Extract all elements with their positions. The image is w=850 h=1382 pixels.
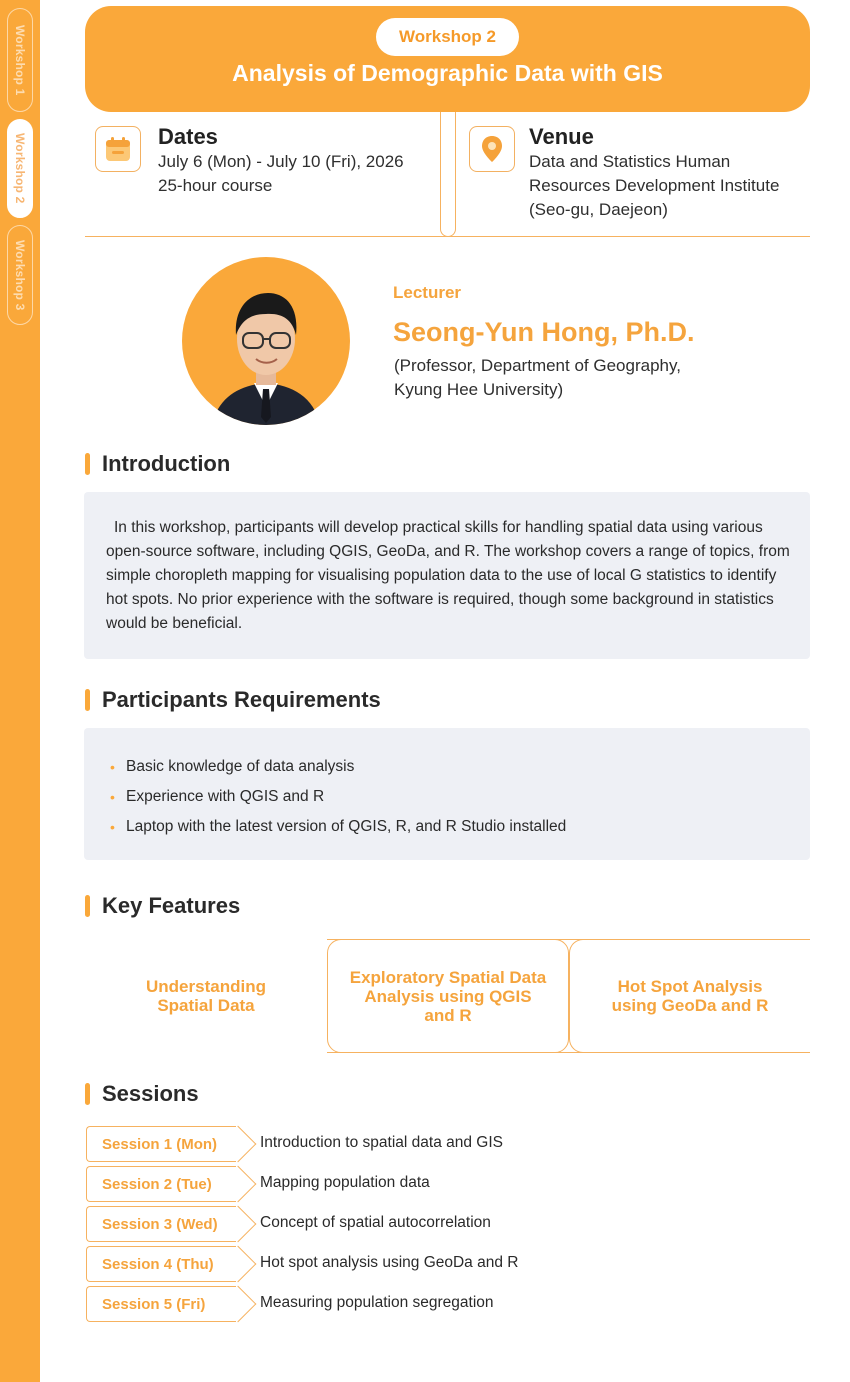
info-column-divider: [440, 112, 456, 237]
session-1-topic: Introduction to spatial data and GIS: [260, 1134, 503, 1151]
list-item: • Experience with QGIS and R: [110, 782, 566, 812]
requirements-title: Participants Requirements: [102, 687, 381, 712]
introduction-text: In this workshop, participants will develop practical skills for handling spatial data using various open-source software, including QGIS, GeoDa, and R. The workshop covers a range of topics, from simple choropleth mapping for visualising population data to the use of local G statistics to identify hot spots. No prior experience with the software is required, though some background in statistics would be beneficial.: [106, 519, 790, 632]
session-4-tag: Session 4 (Thu): [86, 1246, 236, 1282]
lecturer-affiliation: [394, 354, 681, 402]
feature-2-line-3: and R: [424, 1005, 472, 1025]
tab-workshop-1-label: Workshop 1: [13, 24, 27, 96]
tab-workshop-2[interactable]: [7, 119, 33, 218]
requirements-panel: [84, 728, 810, 860]
heading-accent-bar: [85, 689, 90, 711]
session-5-topic: Measuring population segregation: [260, 1294, 494, 1311]
venue-line-2: Resources Development Institute: [529, 176, 780, 195]
heading-accent-bar: [85, 1083, 90, 1105]
session-5-tag: Session 5 (Fri): [86, 1286, 236, 1322]
heading-accent-bar: [85, 453, 90, 475]
feature-3-line-1: Hot Spot Analysis: [617, 977, 763, 996]
venue-line-1: Data and Statistics Human: [529, 152, 731, 171]
features-title: Key Features: [102, 893, 241, 918]
dates-label: Dates: [158, 124, 218, 149]
session-2-topic: Mapping population data: [260, 1174, 430, 1191]
feature-3-line-2: using GeoDa and R: [611, 996, 769, 1015]
feature-card-2: [327, 939, 569, 1053]
requirements-list: [110, 752, 566, 842]
feature-1-line-2: Spatial Data: [157, 996, 255, 1015]
lecturer-name: Seong-Yun Hong, Ph.D.: [393, 317, 695, 347]
workshop-badge: Workshop 2: [376, 18, 519, 56]
venue-label: Venue: [529, 124, 594, 149]
list-item: • Basic knowledge of data analysis: [110, 752, 566, 782]
header-banner: [85, 6, 810, 112]
course-hours: 25-hour course: [158, 176, 273, 195]
requirements-heading: [85, 688, 381, 712]
affiliation-line-2: Kyung Hee University): [394, 380, 564, 399]
session-1-tag: Session 1 (Mon): [86, 1126, 236, 1162]
sessions-title: Sessions: [102, 1081, 199, 1106]
dates-value: July 6 (Mon) - July 10 (Fri), 2026: [158, 152, 404, 171]
workshop-nav-rail: [0, 0, 40, 1382]
key-features: [85, 939, 810, 1053]
features-heading: [85, 894, 240, 918]
introduction-panel: [84, 492, 810, 659]
session-3-topic: Concept of spatial autocorrelation: [260, 1214, 491, 1231]
list-item: • Laptop with the latest version of QGIS, R, and R Studio installed: [110, 812, 566, 842]
feature-card-3: [569, 939, 810, 1053]
lecturer-label: Lecturer: [393, 283, 462, 302]
feature-2-line-2: Analysis using QGIS: [364, 986, 532, 1006]
calendar-icon: [95, 126, 141, 172]
session-3-tag: Session 3 (Wed): [86, 1206, 236, 1242]
info-section: [85, 112, 810, 237]
sessions-heading: [85, 1082, 199, 1106]
page-title: Analysis of Demographic Data with GIS: [232, 60, 663, 86]
lecturer-avatar: [182, 257, 350, 425]
heading-accent-bar: [85, 895, 90, 917]
tab-workshop-2-label: Workshop 2: [13, 133, 27, 204]
introduction-heading: [85, 452, 230, 476]
session-2-tag: Session 2 (Tue): [86, 1166, 236, 1202]
tab-workshop-3[interactable]: [7, 225, 33, 325]
tab-workshop-1[interactable]: [7, 8, 33, 112]
introduction-title: Introduction: [102, 451, 231, 476]
tab-workshop-3-label: Workshop 3: [13, 239, 27, 311]
affiliation-line-1: (Professor, Department of Geography,: [394, 356, 681, 375]
venue-line-3: (Seo-gu, Daejeon): [529, 200, 668, 219]
feature-2-line-1: Exploratory Spatial Data: [349, 967, 547, 987]
session-4-topic: Hot spot analysis using GeoDa and R: [260, 1254, 519, 1271]
feature-1-line-1: Understanding: [146, 977, 266, 996]
location-pin-icon: [469, 126, 515, 172]
feature-card-1: [85, 939, 327, 1053]
